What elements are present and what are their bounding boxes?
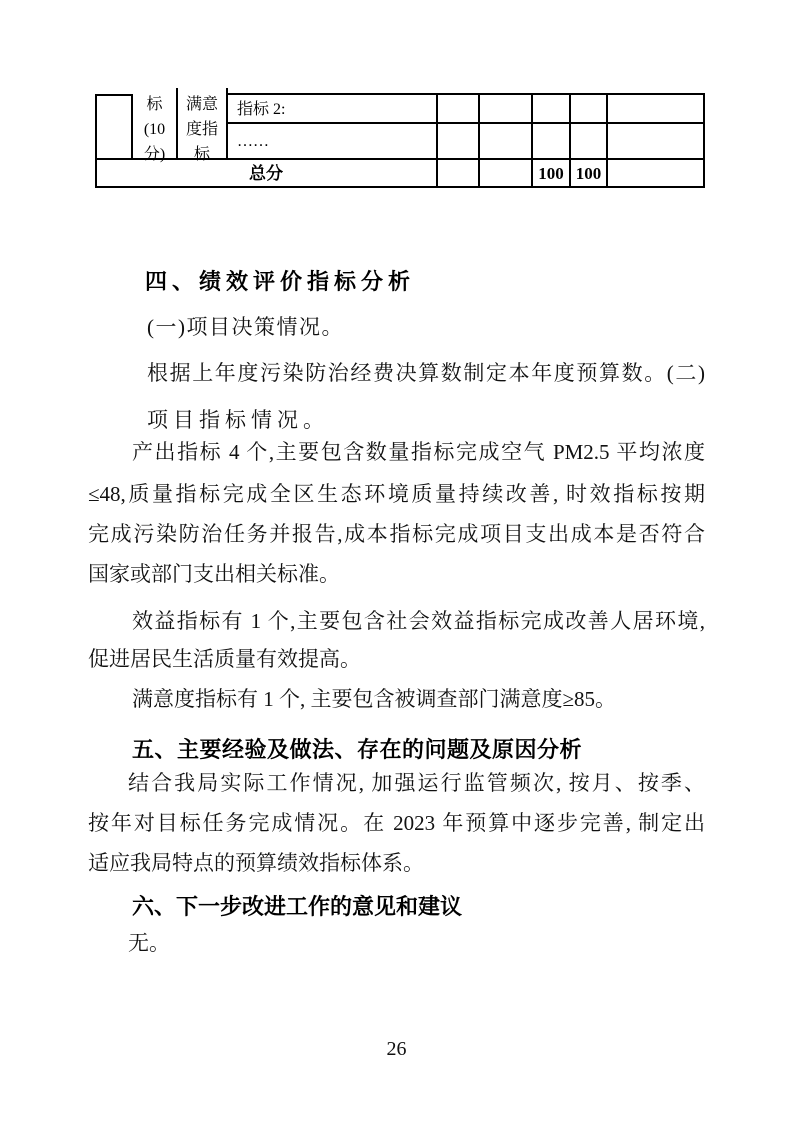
body-line: 根据上年度污染防治经费决算数制定本年度预算数。(二) — [147, 361, 705, 385]
indicator2-cell: 指标 2: — [237, 101, 286, 118]
body-line: (一)项目决策情况。 — [147, 315, 344, 339]
body-line: 结合我局实际工作情况, 加强运行监管频次, 按月、按季、 — [128, 771, 705, 795]
table-border-right — [703, 93, 705, 188]
score-col-header — [133, 92, 176, 167]
score-col-line: 标 — [146, 96, 163, 113]
body-line: 国家或部门支出相关标准。 — [88, 562, 340, 586]
section-heading-6: 六、下一步改进工作的意见和建议 — [132, 894, 463, 919]
table-vline — [226, 88, 228, 160]
table-border-bottom — [95, 186, 705, 188]
body-line: 项目指标情况。 — [147, 408, 329, 432]
body-line: 促进居民生活质量有效提高。 — [88, 647, 361, 671]
total-score-full-cell: 100 — [538, 164, 564, 183]
body-line: 产出指标 4 个,主要包含数量指标完成空气 PM2.5 平均浓度 — [132, 440, 705, 464]
total-label-cell: 总分 — [249, 164, 283, 183]
table-border-top-a — [95, 94, 133, 96]
satisfaction-col-line: 标 — [193, 146, 210, 163]
table-hline — [227, 122, 705, 124]
table-vline — [478, 93, 480, 187]
body-line: 无。 — [128, 931, 170, 955]
section-heading-5: 五、主要经验及做法、存在的问题及原因分析 — [132, 737, 583, 762]
ellipsis-cell: …… — [237, 133, 269, 150]
satisfaction-col-line: 度指 — [185, 121, 218, 138]
body-line: 适应我局特点的预算绩效指标体系。 — [88, 851, 424, 875]
page-number: 26 — [386, 1038, 407, 1060]
satisfaction-col-line: 满意 — [185, 96, 218, 113]
score-col-line: 分) — [143, 146, 166, 163]
body-line: 完成污染防治任务并报告,成本指标完成项目支出成本是否符合 — [88, 522, 705, 546]
body-line: 按年对目标任务完成情况。在 2023 年预算中逐步完善, 制定出 — [88, 811, 705, 835]
body-line: 效益指标有 1 个,主要包含社会效益指标完成改善人居环境, — [132, 609, 705, 633]
table-border-top-right — [226, 93, 705, 95]
section-heading-4: 四、绩效评价指标分析 — [145, 269, 416, 294]
body-line: 满意度指标有 1 个, 主要包含被调查部门满意度≥85。 — [132, 687, 617, 711]
body-line: ≤48,质量指标完成全区生态环境质量持续改善, 时效指标按期 — [88, 482, 705, 506]
score-col-line: (10 — [143, 121, 166, 138]
satisfaction-col-header — [178, 92, 226, 167]
total-score-actual-cell: 100 — [575, 164, 602, 183]
